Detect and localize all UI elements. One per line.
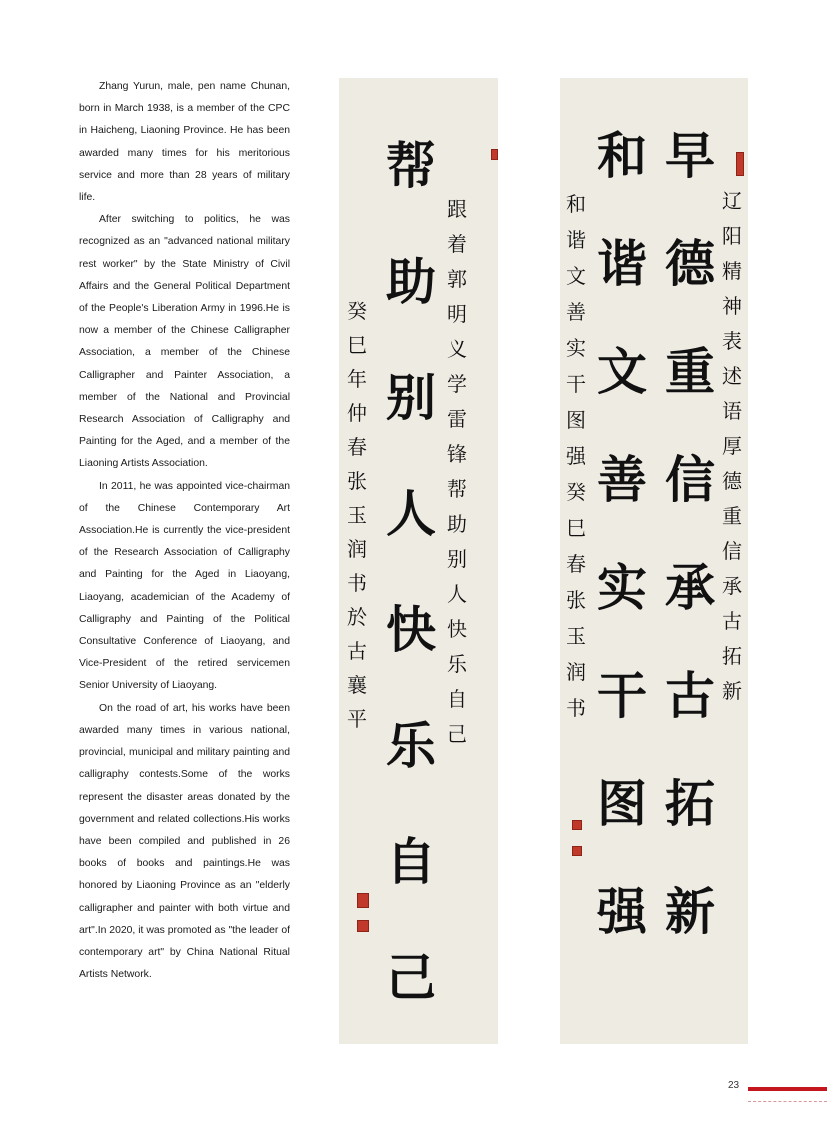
calligraphy-character: 表 [722, 329, 742, 353]
calligraphy-character: 精 [722, 259, 742, 283]
calligraphy-character: 年 [347, 367, 367, 391]
calligraphy-character: 乐 [447, 652, 467, 676]
calligraphy-character: 张 [347, 469, 367, 493]
calligraphy-character: 厚 [722, 434, 742, 458]
calligraphy-character: 德 [722, 469, 742, 493]
calligraphy-character: 癸 [566, 480, 586, 504]
calligraphy-character: 承 [722, 574, 742, 598]
calligraphy-character: 乐 [386, 716, 436, 775]
calligraphy-character: 巳 [566, 516, 586, 540]
paragraph: On the road of art, his works have been awarded many times in various national, provincial, municipal and military painting and calligraphy contests.Some of the works represent the disaster areas donated by the government and related collections.His works have been compiled and published in 26 books of books and paintings.He was honored by Liaoning Province as an "elderly calligrapher and painter with both virtue and art".In 2020, it was promoted as "the leader of contemporary art" by China National Ritual Artists Network. [79, 702, 290, 981]
calligraphy-scroll-left [339, 78, 498, 1044]
calligraphy-character: 强 [597, 882, 647, 941]
calligraphy-character: 善 [566, 300, 586, 324]
calligraphy-character: 平 [347, 707, 367, 731]
calligraphy-character: 拓 [665, 774, 715, 833]
calligraphy-character: 别 [386, 368, 436, 427]
calligraphy-character: 阳 [722, 224, 742, 248]
calligraphy-character: 新 [665, 882, 715, 941]
paragraph: After switching to politics, he was recognized as an "advanced national military rest worker" by the State Ministry of Civil Affairs and the General Political Department of the People's Liberation Army in 1996.He is now a member of the Chinese Calligrapher Association, a member of the Chinese Calligrapher and Painter Association, a member of the National and Provincial Research Association of Calligraphy and Painting for the Aged, and a member of the Liaoning Artists Association. [79, 214, 290, 470]
calligraphy-character: 古 [347, 639, 367, 663]
calligraphy-character: 语 [722, 399, 742, 423]
calligraphy-character: 书 [347, 571, 367, 595]
calligraphy-character: 助 [386, 252, 436, 311]
calligraphy-character: 跟 [447, 197, 467, 221]
calligraphy-character: 雷 [447, 407, 467, 431]
calligraphy-character: 春 [347, 435, 367, 459]
footer-dashed-line [748, 1101, 827, 1102]
calligraphy-character: 别 [447, 547, 467, 571]
seal-stamp [572, 846, 582, 856]
calligraphy-character: 文 [566, 264, 586, 288]
calligraphy-character: 新 [722, 679, 742, 703]
calligraphy-character: 述 [722, 364, 742, 388]
calligraphy-character: 仲 [347, 401, 367, 425]
calligraphy-character: 润 [566, 660, 586, 684]
calligraphy-character: 助 [447, 512, 467, 536]
calligraphy-character: 谐 [597, 234, 647, 293]
footer-accent-line [748, 1087, 827, 1091]
calligraphy-character: 古 [665, 666, 715, 725]
calligraphy-character: 己 [386, 948, 436, 1007]
calligraphy-character: 书 [566, 696, 586, 720]
paragraph: Zhang Yurun, male, pen name Chunan, born in March 1938, is a member of the CPC in Haicheng, Liaoning Province. He has been awarded many times for his meritorious service and more than 28 years of military life. [79, 81, 290, 204]
calligraphy-character: 重 [665, 342, 715, 401]
calligraphy-character: 善 [597, 450, 647, 509]
calligraphy-character: 帮 [447, 477, 467, 501]
calligraphy-character: 图 [597, 774, 647, 833]
calligraphy-character: 信 [665, 450, 715, 509]
paragraph: In 2011, he was appointed vice-chairman of the Chinese Contemporary Art Association.He is currently the vice-president of the Research Association of Calligraphy and Painting for the Aged in Liaoyang, Liaoyang, academician of the Academy of Calligraphy and Painting of the Political Consultative Conference of Liaoyang, and Vice-President of the retired servicemen Senior University of Liaoyang. [79, 480, 290, 692]
seal-stamp [357, 893, 369, 908]
calligraphy-character: 德 [665, 234, 715, 293]
main-characters [381, 108, 441, 1036]
signature-column [343, 294, 371, 736]
calligraphy-character: 人 [386, 484, 436, 543]
main-characters [592, 102, 652, 966]
calligraphy-character: 人 [447, 582, 467, 606]
page-number: 23 [728, 1080, 740, 1091]
calligraphy-character: 辽 [722, 189, 742, 213]
calligraphy-character: 文 [597, 342, 647, 401]
calligraphy-character: 快 [386, 600, 436, 659]
calligraphy-character: 重 [722, 504, 742, 528]
calligraphy-character: 和 [597, 126, 647, 185]
calligraphy-character: 於 [347, 605, 367, 629]
calligraphy-character: 润 [347, 537, 367, 561]
calligraphy-character: 干 [597, 666, 647, 725]
seal-stamp [357, 920, 369, 932]
calligraphy-character: 拓 [722, 644, 742, 668]
calligraphy-character: 明 [447, 302, 467, 326]
calligraphy-character: 图 [566, 408, 586, 432]
seal-stamp [736, 152, 744, 176]
calligraphy-character: 襄 [347, 673, 367, 697]
calligraphy-character: 学 [447, 372, 467, 396]
calligraphy-character: 春 [566, 552, 586, 576]
seal-stamp [491, 149, 498, 160]
calligraphy-character: 巳 [347, 333, 367, 357]
calligraphy-scroll-right [560, 78, 748, 1044]
calligraphy-character: 自 [447, 687, 467, 711]
calligraphy-character: 强 [566, 444, 586, 468]
calligraphy-character: 神 [722, 294, 742, 318]
calligraphy-character: 玉 [347, 503, 367, 527]
calligraphy-character: 实 [597, 558, 647, 617]
calligraphy-character: 谐 [566, 228, 586, 252]
calligraphy-character: 早 [665, 126, 715, 185]
calligraphy-character: 和 [566, 192, 586, 216]
calligraphy-character: 张 [566, 588, 586, 612]
inscription-column [443, 192, 471, 752]
seal-stamp [572, 820, 582, 830]
calligraphy-character: 快 [447, 617, 467, 641]
main-characters [660, 102, 720, 966]
calligraphy-character: 自 [386, 832, 436, 891]
calligraphy-character: 帮 [386, 136, 436, 195]
calligraphy-character: 郭 [447, 267, 467, 291]
calligraphy-character: 癸 [347, 299, 367, 323]
inscription-column [718, 184, 746, 709]
calligraphy-character: 承 [665, 558, 715, 617]
calligraphy-character: 玉 [566, 624, 586, 648]
calligraphy-character: 锋 [447, 442, 467, 466]
calligraphy-character: 着 [447, 232, 467, 256]
calligraphy-character: 己 [447, 722, 467, 746]
calligraphy-character: 信 [722, 539, 742, 563]
signature-column [562, 186, 590, 726]
calligraphy-character: 实 [566, 336, 586, 360]
calligraphy-character: 义 [447, 337, 467, 361]
biography-article [79, 76, 290, 986]
calligraphy-character: 古 [722, 609, 742, 633]
calligraphy-character: 干 [566, 372, 586, 396]
